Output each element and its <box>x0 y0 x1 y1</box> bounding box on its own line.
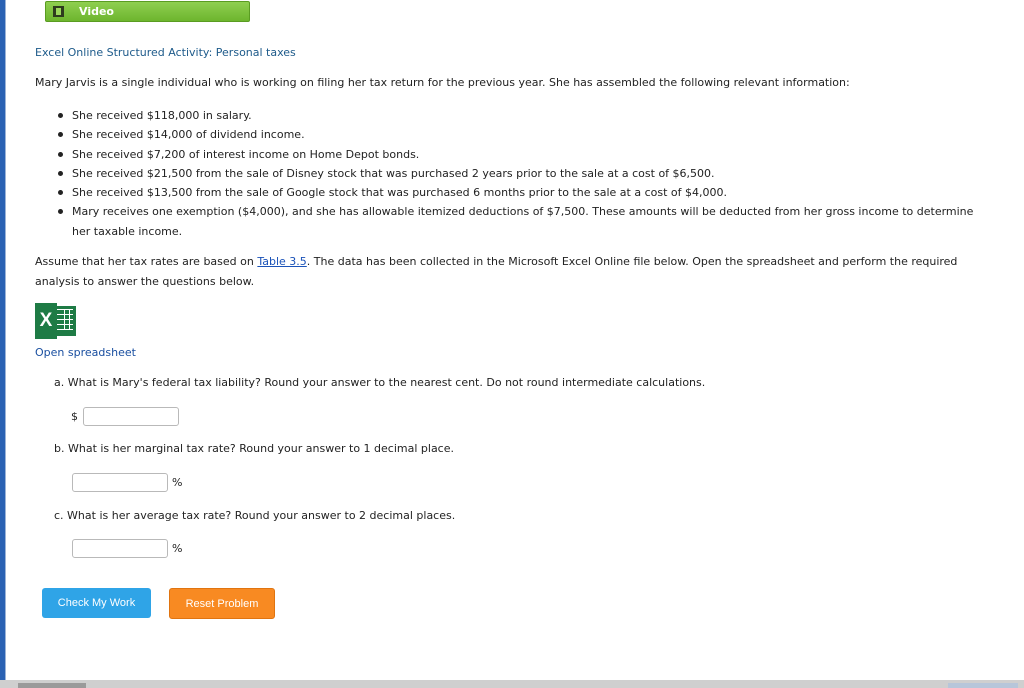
list-item: She received $13,500 from the sale of Google stock that was purchased 6 months prior to the sale at a cost of $4,000. <box>54 183 994 202</box>
question-a: a. What is Mary's federal tax liability? Round your answer to the nearest cent. Do not round intermediate calculations. <box>54 376 706 389</box>
assumption-after: . The data has been collected in the Microsoft Excel Online file below. Open the spreadsheet and perform the required analysis to answer the questions below. <box>35 255 958 288</box>
dollar-prefix: $ <box>71 410 78 423</box>
video-label: Video <box>79 5 114 18</box>
marginal-rate-input[interactable] <box>72 473 168 492</box>
tax-liability-input[interactable] <box>83 407 179 426</box>
video-button[interactable] <box>45 1 250 22</box>
question-b: b. What is her marginal tax rate? Round your answer to 1 decimal place. <box>54 442 454 455</box>
list-item: Mary receives one exemption ($4,000), and she has allowable itemized deductions of $7,500. These amounts will be deducted from her gross income to determine her taxable income. <box>54 202 994 241</box>
scrollbar-thumb-right[interactable] <box>948 683 1018 688</box>
check-my-work-button[interactable]: Check My Work <box>42 588 151 618</box>
question-c: c. What is her average tax rate? Round your answer to 2 decimal places. <box>54 509 456 522</box>
assumption-text <box>35 252 985 291</box>
table-link[interactable]: Table 3.5 <box>257 255 307 268</box>
open-spreadsheet-link[interactable]: Open spreadsheet <box>35 346 136 359</box>
excel-letter: X <box>35 303 57 339</box>
percent-suffix: % <box>172 476 183 489</box>
facts-list <box>54 106 994 241</box>
list-item: She received $21,500 from the sale of Disney stock that was purchased 2 years prior to the sale at a cost of $6,500. <box>54 164 994 183</box>
list-item: She received $14,000 of dividend income. <box>54 125 994 144</box>
reset-problem-button[interactable]: Reset Problem <box>169 588 275 619</box>
intro-text: Mary Jarvis is a single individual who is working on filing her tax return for the previous year. She has assembled the following relevant information: <box>35 76 850 89</box>
excel-grid <box>54 306 76 336</box>
list-item: She received $118,000 in salary. <box>54 106 994 125</box>
percent-suffix: % <box>172 542 183 555</box>
excel-icon[interactable] <box>35 303 77 339</box>
horizontal-scrollbar[interactable] <box>0 680 1024 688</box>
list-item: She received $7,200 of interest income on Home Depot bonds. <box>54 145 994 164</box>
film-icon <box>53 6 64 17</box>
average-rate-input[interactable] <box>72 539 168 558</box>
activity-title: Excel Online Structured Activity: Personal taxes <box>35 46 296 59</box>
left-border-inner <box>5 0 6 688</box>
assumption-before: Assume that her tax rates are based on <box>35 255 258 268</box>
scrollbar-thumb[interactable] <box>18 683 86 688</box>
